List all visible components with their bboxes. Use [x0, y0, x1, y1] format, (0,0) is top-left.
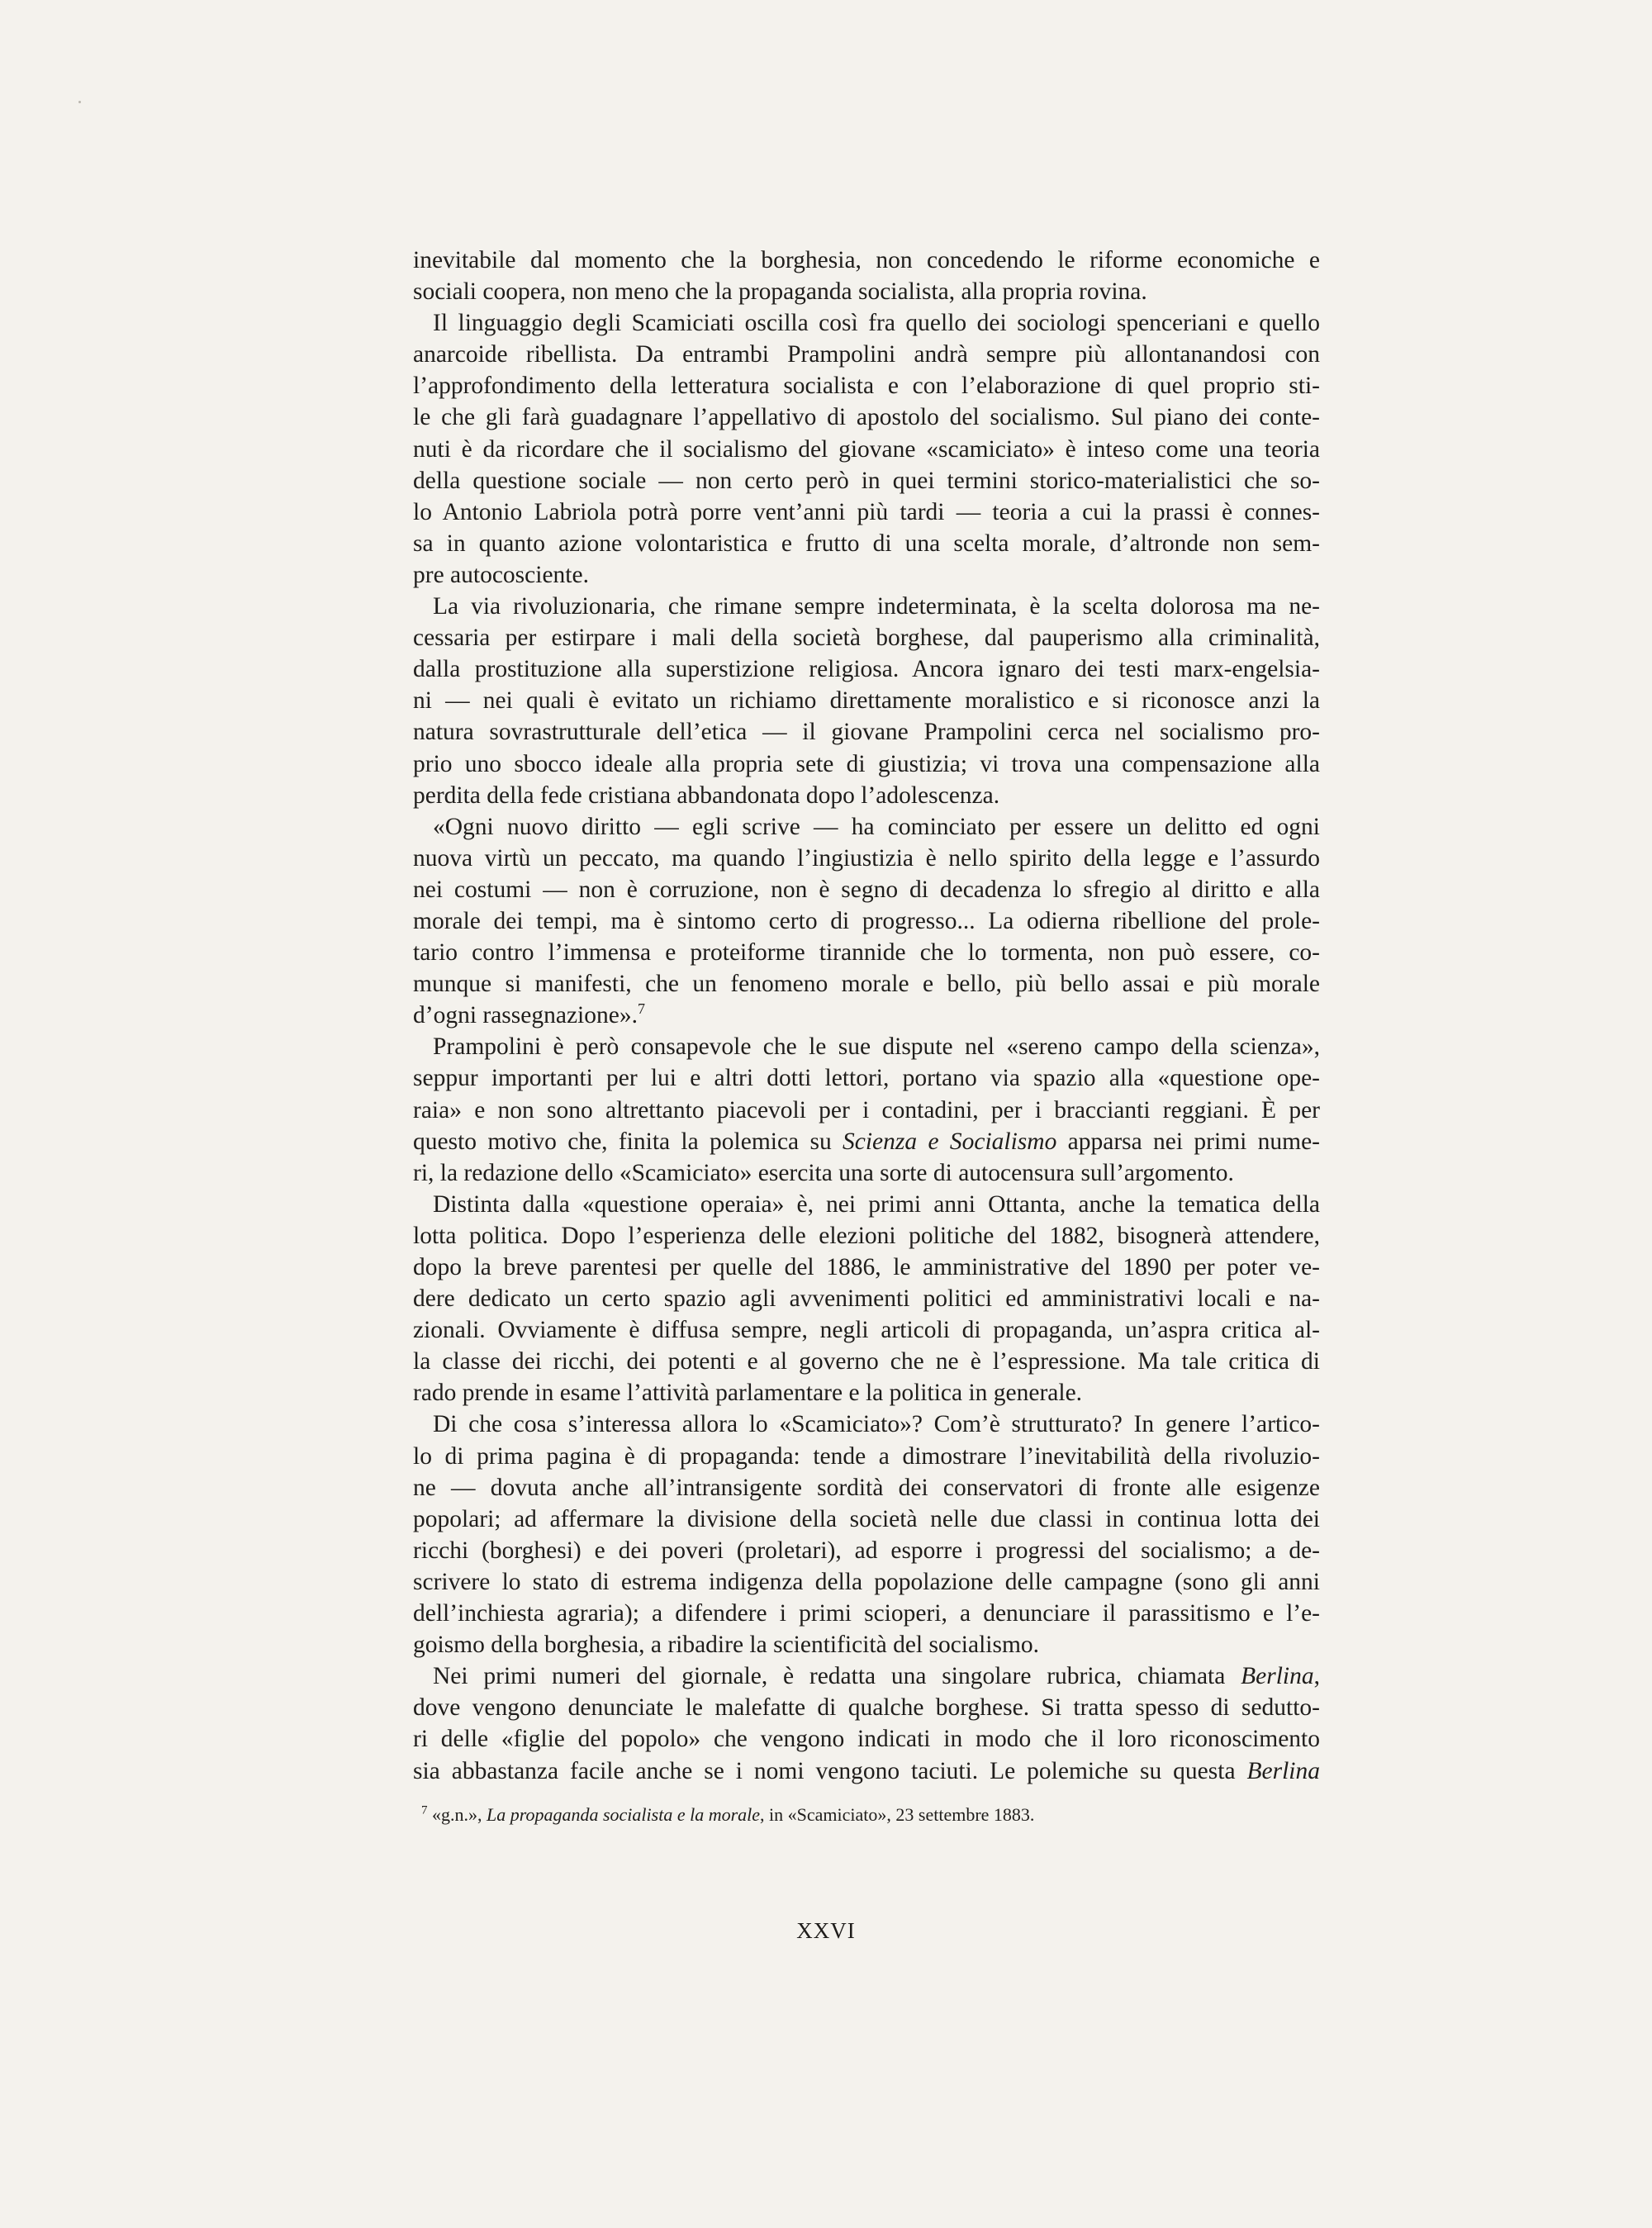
text-line: le che gli farà guadagnare l’appellativo di apostolo del socialismo. Sul piano dei conte- — [413, 404, 1320, 431]
text-line: nuova virtù un peccato, ma quando l’ingiustizia è nello spirito della legge e l’assurdo — [413, 844, 1320, 872]
page-number: XXVI — [796, 1918, 856, 1943]
text-line: «Ogni nuovo diritto — egli scrive — ha cominciato per essere un delitto ed ogni — [433, 813, 1320, 840]
text-line: goismo della borghesia, a ribadire la scientificità del socialismo. — [413, 1632, 1040, 1659]
text-line: Di che cosa s’interessa allora lo «Scamiciato»? Com’è strutturato? In genere l’artico- — [433, 1411, 1320, 1438]
text-line: ne — dovuta anche all’intransigente sordità dei conservatori di fronte alle esigenze — [413, 1474, 1320, 1501]
text-line-content: apparsa nei primi nume- — [1056, 1128, 1320, 1155]
text-line: morale dei tempi, ma è sintomo certo di progresso... La odierna ribellione del prole- — [413, 907, 1320, 934]
footnote — [421, 1803, 1313, 1827]
body-text — [413, 245, 1320, 1787]
text-line: tario contro l’immensa e proteiforme tirannide che lo tormenta, non può essere, co- — [413, 939, 1320, 967]
text-line: dove vengono denunciate le malefatte di qualche borghese. Si tratta spesso di sedutto- — [413, 1694, 1320, 1722]
text-line-content: , — [1313, 1663, 1320, 1690]
text-line: ri, la redazione dello «Scamiciato» esercita una sorte di autocensura sull’argomento. — [413, 1159, 1234, 1186]
text-line — [413, 1126, 1320, 1157]
text-line: munque si manifesti, che un fenomeno morale e bello, più bello assai e più morale — [413, 971, 1320, 998]
italic-rubric-name: Berlina — [1246, 1757, 1320, 1784]
paragraph-7 — [413, 1409, 1320, 1660]
text-line-content: Nei primi numeri del giornale, è redatta una singolare rubrica, chiamata — [433, 1663, 1241, 1690]
footnote-reference: 7 — [637, 1000, 645, 1018]
text-line: dalla prostituzione alla superstizione religiosa. Ancora ignaro dei testi marx-engelsia- — [413, 656, 1320, 683]
text-line: nei costumi — non è corruzione, non è segno di decadenza lo sfregio al diritto e alla — [413, 876, 1320, 903]
footnote-prefix: «g.n.», — [432, 1804, 487, 1825]
text-line: raia» e non sono altrettanto piacevoli per i contadini, per i braccianti reggiani. È per — [413, 1096, 1320, 1124]
text-line: lo di prima pagina è di propaganda: tende a dimostrare l’inevitabilità della rivoluzio- — [413, 1442, 1320, 1470]
text-line: dopo la breve parentesi per quelle del 1886, le amministrative del 1890 per poter ve- — [413, 1254, 1320, 1280]
text-line: sa in quanto azione volontaristica e frutto di una scelta morale, d’altronde non sem- — [413, 530, 1320, 557]
text-line-content: d’ogni rassegnazione». — [413, 1002, 638, 1029]
text-line: natura sovrastrutturale dell’etica — il giovane Prampolini cerca nel socialismo pro- — [413, 719, 1320, 746]
text-line: lotta politica. Dopo l’esperienza delle elezioni politiche del 1882, bisognerà attendere, — [413, 1222, 1320, 1249]
text-line: Prampolini è però consapevole che le sue dispute nel «sereno campo della scienza», — [433, 1033, 1320, 1061]
text-line: La via rivoluzionaria, che rimane sempre indeterminata, è la scelta dolorosa ma ne- — [433, 593, 1320, 620]
text-line: Distinta dalla «questione operaia» è, nei primi anni Ottanta, anche la tematica della — [433, 1190, 1320, 1218]
text-line: sociali coopera, non meno che la propaganda socialista, alla propria rovina. — [413, 278, 1147, 306]
text-line: ricchi (borghesi) e dei poveri (proletari), ad esporre i progressi del socialismo; a de- — [413, 1537, 1320, 1564]
text-line: zionali. Ovviamente è diffusa sempre, negli articoli di propaganda, un’aspra critica al- — [413, 1317, 1320, 1344]
text-line: dell’inchiesta agraria); a difendere i primi scioperi, a denunciare il parassitismo e l’e- — [413, 1600, 1320, 1627]
text-line: pre autocosciente. — [413, 561, 589, 588]
text-line-content: sia abbastanza facile anche se i nomi vengono taciuti. Le polemiche su questa — [413, 1757, 1247, 1784]
text-line: nuti è da ricordare che il socialismo del giovane «scamiciato» è inteso come una teoria — [413, 435, 1320, 463]
paper-speck — [78, 101, 81, 103]
italic-title: Scienza e Socialismo — [843, 1128, 1057, 1155]
text-line: anarcoide ribellista. Da entrambi Prampolini andrà sempre più allontanandosi con — [413, 341, 1320, 368]
paragraph-2 — [413, 307, 1320, 591]
text-line — [413, 1000, 1320, 1031]
footnote-number: 7 — [421, 1803, 428, 1817]
text-line: rado prende in esame l’attività parlamentare e la politica in generale. — [413, 1380, 1083, 1407]
text-line — [413, 1755, 1320, 1787]
text-line: Il linguaggio degli Scamiciati oscilla così fra quello dei sociologi spenceriani e quello — [433, 310, 1320, 337]
footnote-title: La propaganda socialista e la morale — [487, 1804, 761, 1825]
paragraph-8 — [413, 1660, 1320, 1786]
text-line: ri delle «figlie del popolo» che vengono indicati in modo che il loro riconoscimento — [413, 1726, 1320, 1753]
italic-rubric-name: Berlina — [1241, 1663, 1314, 1690]
text-line: ni — nei quali è evitato un richiamo direttamente moralistico e si riconosce anzi la — [413, 687, 1320, 715]
text-line: dere dedicato un certo spazio agli avvenimenti politici ed amministrativi locali e na- — [413, 1285, 1320, 1313]
text-line: seppur importanti per lui e altri dotti lettori, portano via spazio alla «questione ope- — [413, 1065, 1320, 1092]
text-line: popolari; ad affermare la divisione della società nelle due classi in continua lotta dei — [413, 1505, 1320, 1532]
footnote-suffix: , in «Scamiciato», 23 settembre 1883. — [760, 1804, 1035, 1825]
text-line: l’approfondimento della letteratura socialista e con l’elaborazione di quel proprio sti- — [413, 373, 1320, 400]
text-line: della questione sociale — non certo però in quei termini storico-materialistici che so- — [413, 467, 1320, 494]
paragraph-6 — [413, 1189, 1320, 1409]
paragraph-1 — [413, 245, 1320, 307]
paragraph-4 — [413, 811, 1320, 1032]
text-line-content: questo motivo che, finita la polemica su — [413, 1128, 843, 1155]
paragraph-5 — [413, 1031, 1320, 1188]
text-line: lo Antonio Labriola potrà porre vent’anni più tardi — teoria a cui la prassi è connes- — [413, 498, 1320, 525]
text-line: perdita della fede cristiana abbandonata dopo l’adolescenza. — [413, 781, 1000, 809]
text-line: inevitabile dal momento che la borghesia, non concedendo le riforme economiche e — [413, 247, 1320, 273]
text-line: cessaria per estirpare i mali della società borghese, dal pauperismo alla criminalità, — [413, 625, 1320, 652]
text-line: prio uno sbocco ideale alla propria sete di giustizia; vi trova una compensazione alla — [413, 750, 1320, 777]
text-line: la classe dei ricchi, dei potenti e al governo che ne è l’espressione. Ma tale critica di — [413, 1348, 1320, 1375]
text-line: scrivere lo stato di estrema indigenza della popolazione delle campagne (sono gli anni — [413, 1568, 1320, 1595]
text-line — [413, 1660, 1320, 1692]
paragraph-3 — [413, 591, 1320, 811]
